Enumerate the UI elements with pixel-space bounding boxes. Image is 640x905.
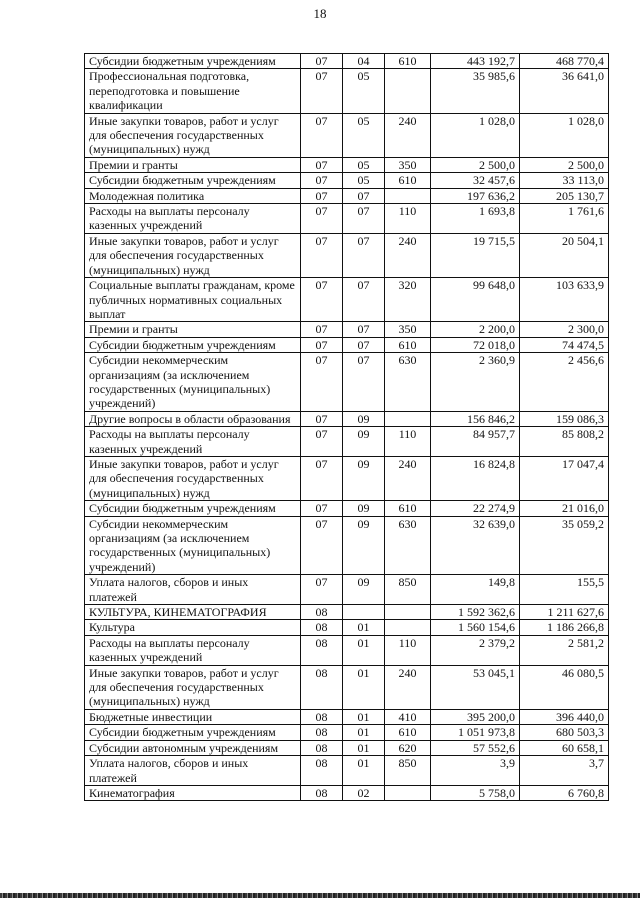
cell-sum-year-2: 1 186 266,8 bbox=[520, 620, 609, 635]
cell-name: Другие вопросы в области образования bbox=[85, 411, 301, 426]
budget-table bbox=[84, 53, 609, 801]
cell-sum-year-2: 468 770,4 bbox=[520, 54, 609, 69]
cell-sum-year-2: 74 474,5 bbox=[520, 337, 609, 352]
table-row bbox=[85, 278, 609, 322]
cell-sum-year-2: 1 761,6 bbox=[520, 204, 609, 234]
cell-podrazdel: 09 bbox=[343, 427, 385, 457]
cell-razdel: 08 bbox=[301, 665, 343, 709]
cell-sum-year-1: 84 957,7 bbox=[431, 427, 520, 457]
cell-sum-year-2: 46 080,5 bbox=[520, 665, 609, 709]
cell-razdel: 07 bbox=[301, 188, 343, 203]
cell-sum-year-1: 53 045,1 bbox=[431, 665, 520, 709]
table-body bbox=[85, 54, 609, 801]
cell-vid-rashodov: 850 bbox=[385, 575, 431, 605]
cell-vid-rashodov bbox=[385, 188, 431, 203]
cell-name: Субсидии бюджетным учреждениям bbox=[85, 501, 301, 516]
cell-name: Субсидии некоммерческим организациям (за исключением государственных (муниципальных) учреждений) bbox=[85, 353, 301, 412]
cell-vid-rashodov bbox=[385, 785, 431, 800]
cell-podrazdel: 09 bbox=[343, 516, 385, 575]
cell-name: Премии и гранты bbox=[85, 157, 301, 172]
cell-vid-rashodov: 630 bbox=[385, 516, 431, 575]
table-row bbox=[85, 173, 609, 188]
cell-name: Субсидии бюджетным учреждениям bbox=[85, 725, 301, 740]
cell-podrazdel: 05 bbox=[343, 69, 385, 113]
cell-sum-year-2: 35 059,2 bbox=[520, 516, 609, 575]
table-row bbox=[85, 456, 609, 500]
cell-vid-rashodov bbox=[385, 620, 431, 635]
cell-sum-year-1: 149,8 bbox=[431, 575, 520, 605]
cell-sum-year-1: 197 636,2 bbox=[431, 188, 520, 203]
cell-name: Расходы на выплаты персоналу казенных учреждений bbox=[85, 635, 301, 665]
cell-sum-year-2: 680 503,3 bbox=[520, 725, 609, 740]
cell-razdel: 08 bbox=[301, 725, 343, 740]
cell-razdel: 07 bbox=[301, 427, 343, 457]
cell-podrazdel: 02 bbox=[343, 785, 385, 800]
cell-vid-rashodov: 630 bbox=[385, 353, 431, 412]
cell-razdel: 07 bbox=[301, 516, 343, 575]
cell-sum-year-2: 205 130,7 bbox=[520, 188, 609, 203]
cell-razdel: 07 bbox=[301, 575, 343, 605]
cell-name: Уплата налогов, сборов и иных платежей bbox=[85, 575, 301, 605]
cell-podrazdel: 01 bbox=[343, 620, 385, 635]
cell-sum-year-1: 72 018,0 bbox=[431, 337, 520, 352]
cell-sum-year-2: 155,5 bbox=[520, 575, 609, 605]
cell-sum-year-2: 2 300,0 bbox=[520, 322, 609, 337]
cell-razdel: 07 bbox=[301, 204, 343, 234]
cell-podrazdel: 07 bbox=[343, 204, 385, 234]
cell-podrazdel: 09 bbox=[343, 575, 385, 605]
cell-name: Молодежная политика bbox=[85, 188, 301, 203]
table-row bbox=[85, 709, 609, 724]
cell-name: Субсидии некоммерческим организациям (за исключением государственных (муниципальных) учреждений) bbox=[85, 516, 301, 575]
cell-name: Расходы на выплаты персоналу казенных учреждений bbox=[85, 204, 301, 234]
table-row bbox=[85, 620, 609, 635]
cell-razdel: 07 bbox=[301, 69, 343, 113]
cell-sum-year-2: 36 641,0 bbox=[520, 69, 609, 113]
cell-sum-year-1: 16 824,8 bbox=[431, 456, 520, 500]
cell-sum-year-2: 2 456,6 bbox=[520, 353, 609, 412]
cell-vid-rashodov: 110 bbox=[385, 204, 431, 234]
cell-name: Иные закупки товаров, работ и услуг для обеспечения государственных (муниципальных) нужд bbox=[85, 665, 301, 709]
cell-vid-rashodov: 610 bbox=[385, 173, 431, 188]
cell-sum-year-1: 99 648,0 bbox=[431, 278, 520, 322]
table-row bbox=[85, 665, 609, 709]
cell-name: Культура bbox=[85, 620, 301, 635]
cell-name: Иные закупки товаров, работ и услуг для обеспечения государственных (муниципальных) нужд bbox=[85, 233, 301, 277]
cell-razdel: 08 bbox=[301, 756, 343, 786]
page-number: 18 bbox=[313, 6, 327, 21]
cell-razdel: 07 bbox=[301, 322, 343, 337]
cell-name: Субсидии бюджетным учреждениям bbox=[85, 54, 301, 69]
table-row bbox=[85, 635, 609, 665]
cell-vid-rashodov: 350 bbox=[385, 157, 431, 172]
cell-podrazdel: 05 bbox=[343, 173, 385, 188]
cell-sum-year-1: 1 592 362,6 bbox=[431, 605, 520, 620]
cell-sum-year-2: 1 028,0 bbox=[520, 113, 609, 157]
cell-sum-year-2: 20 504,1 bbox=[520, 233, 609, 277]
cell-podrazdel: 07 bbox=[343, 353, 385, 412]
cell-sum-year-1: 3,9 bbox=[431, 756, 520, 786]
table-row bbox=[85, 188, 609, 203]
cell-name: Иные закупки товаров, работ и услуг для обеспечения государственных (муниципальных) нужд bbox=[85, 456, 301, 500]
cell-podrazdel: 07 bbox=[343, 188, 385, 203]
cell-razdel: 07 bbox=[301, 278, 343, 322]
cell-sum-year-1: 1 051 973,8 bbox=[431, 725, 520, 740]
cell-sum-year-1: 57 552,6 bbox=[431, 740, 520, 755]
table-row bbox=[85, 725, 609, 740]
cell-podrazdel: 07 bbox=[343, 278, 385, 322]
cell-vid-rashodov bbox=[385, 69, 431, 113]
cell-sum-year-1: 1 693,8 bbox=[431, 204, 520, 234]
cell-sum-year-1: 395 200,0 bbox=[431, 709, 520, 724]
cell-podrazdel: 05 bbox=[343, 113, 385, 157]
cell-sum-year-2: 2 581,2 bbox=[520, 635, 609, 665]
table-row bbox=[85, 411, 609, 426]
cell-name: Иные закупки товаров, работ и услуг для обеспечения государственных (муниципальных) нужд bbox=[85, 113, 301, 157]
table-row bbox=[85, 353, 609, 412]
cell-razdel: 07 bbox=[301, 411, 343, 426]
cell-sum-year-2: 6 760,8 bbox=[520, 785, 609, 800]
cell-sum-year-1: 1 028,0 bbox=[431, 113, 520, 157]
cell-name: Субсидии автономным учреждениям bbox=[85, 740, 301, 755]
cell-razdel: 07 bbox=[301, 173, 343, 188]
table-row bbox=[85, 54, 609, 69]
cell-razdel: 07 bbox=[301, 337, 343, 352]
cell-vid-rashodov: 240 bbox=[385, 456, 431, 500]
cell-sum-year-1: 22 274,9 bbox=[431, 501, 520, 516]
cell-sum-year-1: 19 715,5 bbox=[431, 233, 520, 277]
cell-podrazdel: 01 bbox=[343, 725, 385, 740]
cell-vid-rashodov bbox=[385, 605, 431, 620]
cell-name: Профессиональная подготовка, переподготовка и повышение квалификации bbox=[85, 69, 301, 113]
cell-sum-year-1: 2 379,2 bbox=[431, 635, 520, 665]
cell-name: Бюджетные инвестиции bbox=[85, 709, 301, 724]
cell-sum-year-2: 1 211 627,6 bbox=[520, 605, 609, 620]
cell-name: КУЛЬТУРА, КИНЕМАТОГРАФИЯ bbox=[85, 605, 301, 620]
cell-sum-year-2: 2 500,0 bbox=[520, 157, 609, 172]
table-row bbox=[85, 501, 609, 516]
cell-razdel: 07 bbox=[301, 353, 343, 412]
cell-razdel: 07 bbox=[301, 233, 343, 277]
cell-sum-year-2: 396 440,0 bbox=[520, 709, 609, 724]
cell-vid-rashodov: 110 bbox=[385, 427, 431, 457]
cell-razdel: 07 bbox=[301, 501, 343, 516]
cell-razdel: 08 bbox=[301, 740, 343, 755]
cell-podrazdel: 01 bbox=[343, 635, 385, 665]
table-row bbox=[85, 322, 609, 337]
cell-razdel: 08 bbox=[301, 620, 343, 635]
cell-vid-rashodov: 410 bbox=[385, 709, 431, 724]
table-row bbox=[85, 740, 609, 755]
cell-podrazdel: 01 bbox=[343, 665, 385, 709]
cell-sum-year-1: 32 457,6 bbox=[431, 173, 520, 188]
cell-sum-year-1: 2 200,0 bbox=[431, 322, 520, 337]
cell-podrazdel: 05 bbox=[343, 157, 385, 172]
cell-sum-year-1: 35 985,6 bbox=[431, 69, 520, 113]
cell-name: Социальные выплаты гражданам, кроме публичных нормативных социальных выплат bbox=[85, 278, 301, 322]
cell-sum-year-1: 156 846,2 bbox=[431, 411, 520, 426]
cell-name: Субсидии бюджетным учреждениям bbox=[85, 337, 301, 352]
table-row bbox=[85, 113, 609, 157]
cell-name: Расходы на выплаты персоналу казенных учреждений bbox=[85, 427, 301, 457]
cell-vid-rashodov: 610 bbox=[385, 337, 431, 352]
cell-sum-year-2: 33 113,0 bbox=[520, 173, 609, 188]
cell-sum-year-1: 1 560 154,6 bbox=[431, 620, 520, 635]
cell-podrazdel: 09 bbox=[343, 501, 385, 516]
cell-vid-rashodov: 850 bbox=[385, 756, 431, 786]
cell-name: Кинематография bbox=[85, 785, 301, 800]
cell-vid-rashodov: 620 bbox=[385, 740, 431, 755]
table-row bbox=[85, 516, 609, 575]
cell-sum-year-1: 5 758,0 bbox=[431, 785, 520, 800]
cell-podrazdel: 01 bbox=[343, 740, 385, 755]
cell-sum-year-1: 2 360,9 bbox=[431, 353, 520, 412]
cell-razdel: 07 bbox=[301, 54, 343, 69]
cell-podrazdel: 07 bbox=[343, 337, 385, 352]
cell-podrazdel bbox=[343, 605, 385, 620]
cell-podrazdel: 07 bbox=[343, 233, 385, 277]
cell-sum-year-1: 32 639,0 bbox=[431, 516, 520, 575]
cell-razdel: 08 bbox=[301, 635, 343, 665]
cell-vid-rashodov: 240 bbox=[385, 113, 431, 157]
cell-razdel: 07 bbox=[301, 157, 343, 172]
cell-sum-year-2: 85 808,2 bbox=[520, 427, 609, 457]
cell-vid-rashodov: 350 bbox=[385, 322, 431, 337]
table-row bbox=[85, 337, 609, 352]
cell-vid-rashodov: 240 bbox=[385, 233, 431, 277]
cell-vid-rashodov: 610 bbox=[385, 501, 431, 516]
cell-razdel: 08 bbox=[301, 709, 343, 724]
table-row bbox=[85, 756, 609, 786]
table-row bbox=[85, 204, 609, 234]
cell-podrazdel: 04 bbox=[343, 54, 385, 69]
cell-vid-rashodov: 320 bbox=[385, 278, 431, 322]
cell-sum-year-2: 3,7 bbox=[520, 756, 609, 786]
cell-sum-year-2: 21 016,0 bbox=[520, 501, 609, 516]
table-row bbox=[85, 575, 609, 605]
cell-vid-rashodov bbox=[385, 411, 431, 426]
cell-razdel: 08 bbox=[301, 785, 343, 800]
table-row bbox=[85, 233, 609, 277]
table-row bbox=[85, 605, 609, 620]
scan-edge-strip bbox=[0, 893, 640, 898]
cell-podrazdel: 01 bbox=[343, 709, 385, 724]
cell-podrazdel: 01 bbox=[343, 756, 385, 786]
cell-name: Премии и гранты bbox=[85, 322, 301, 337]
cell-vid-rashodov: 610 bbox=[385, 725, 431, 740]
cell-sum-year-2: 17 047,4 bbox=[520, 456, 609, 500]
cell-vid-rashodov: 110 bbox=[385, 635, 431, 665]
cell-sum-year-2: 103 633,9 bbox=[520, 278, 609, 322]
cell-podrazdel: 09 bbox=[343, 456, 385, 500]
cell-name: Субсидии бюджетным учреждениям bbox=[85, 173, 301, 188]
cell-sum-year-1: 2 500,0 bbox=[431, 157, 520, 172]
cell-sum-year-2: 159 086,3 bbox=[520, 411, 609, 426]
cell-razdel: 08 bbox=[301, 605, 343, 620]
cell-vid-rashodov: 240 bbox=[385, 665, 431, 709]
cell-vid-rashodov: 610 bbox=[385, 54, 431, 69]
table-row bbox=[85, 69, 609, 113]
table-row bbox=[85, 157, 609, 172]
cell-podrazdel: 09 bbox=[343, 411, 385, 426]
cell-razdel: 07 bbox=[301, 456, 343, 500]
cell-sum-year-1: 443 192,7 bbox=[431, 54, 520, 69]
cell-podrazdel: 07 bbox=[343, 322, 385, 337]
table-row bbox=[85, 785, 609, 800]
cell-razdel: 07 bbox=[301, 113, 343, 157]
table-row bbox=[85, 427, 609, 457]
cell-sum-year-2: 60 658,1 bbox=[520, 740, 609, 755]
cell-name: Уплата налогов, сборов и иных платежей bbox=[85, 756, 301, 786]
